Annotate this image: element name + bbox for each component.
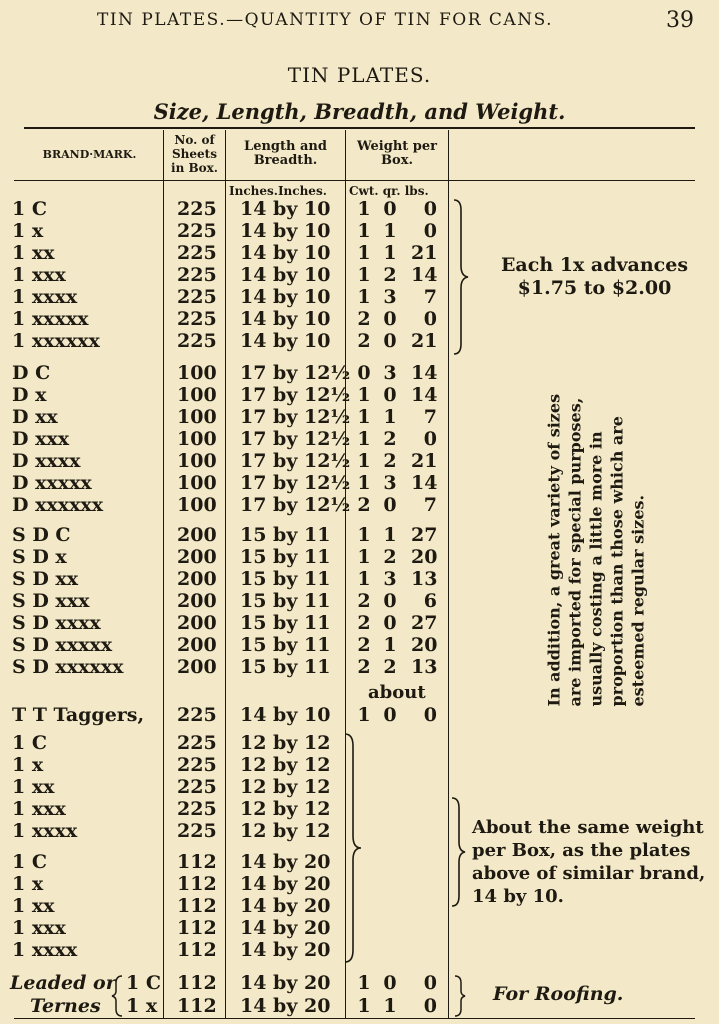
table-row <box>0 917 460 939</box>
row-brand: 1 xx <box>12 242 55 264</box>
table-row <box>0 264 460 286</box>
row-sheets: 200 <box>177 590 217 612</box>
row-cwt: 2 <box>357 494 371 516</box>
roofing-row <box>0 995 460 1017</box>
brace-right-1x <box>452 198 472 356</box>
row-size: 14 by 20 <box>240 917 331 939</box>
row-brand: 1 xxxxx <box>12 308 89 330</box>
row-qr: 1 <box>383 406 397 428</box>
table-row <box>0 406 460 428</box>
table-row <box>0 198 460 220</box>
row-qr: 1 <box>383 242 397 264</box>
row-sheets: 225 <box>177 220 217 242</box>
row-size: 12 by 12 <box>240 798 331 820</box>
sheets-header-line: in Box. <box>171 161 218 175</box>
table-row <box>0 820 460 842</box>
row-sheets: 112 <box>177 851 217 873</box>
row-lbs: 7 <box>423 406 437 428</box>
row-qr: 2 <box>383 428 397 450</box>
row-qr: 3 <box>383 362 397 384</box>
row-brand: S D x <box>12 546 67 568</box>
brace-roofing-left <box>110 974 124 1018</box>
row-sheets: 225 <box>177 754 217 776</box>
table-row <box>0 612 460 634</box>
row-cwt: 2 <box>357 308 371 330</box>
brace-left-same-weight <box>448 796 468 908</box>
row-cwt: 2 <box>357 590 371 612</box>
row-brand: D xxx <box>12 428 70 450</box>
row-lbs: 0 <box>423 220 437 242</box>
table-row <box>0 308 460 330</box>
row-brand: S D xx <box>12 568 79 590</box>
row-sheets: 200 <box>177 546 217 568</box>
row-size: 17 by 12½ <box>240 450 351 472</box>
row-lbs: 14 <box>411 264 438 286</box>
row-lbs: 6 <box>423 590 437 612</box>
table-row <box>0 704 460 726</box>
row-cwt: 1 <box>357 242 371 264</box>
brand-mark-header <box>22 148 157 162</box>
row-brand: D xxxxxx <box>12 494 104 516</box>
row-sheets: 200 <box>177 568 217 590</box>
row-lbs: 0 <box>423 198 437 220</box>
note-roofing: For Roofing. <box>493 983 624 1005</box>
row-sheets: 225 <box>177 798 217 820</box>
row-lbs: 14 <box>411 362 438 384</box>
row-lbs: 20 <box>411 546 438 568</box>
row-cwt: 1 <box>357 286 371 308</box>
row-brand: 1 C <box>12 732 47 754</box>
table-row <box>0 895 460 917</box>
weight-header-line: Weight per <box>356 139 438 154</box>
row-lbs: 20 <box>411 634 438 656</box>
row-cwt: 1 <box>357 450 371 472</box>
row-qr: 2 <box>383 450 397 472</box>
row-size: 15 by 11 <box>240 612 331 634</box>
row-cwt: 2 <box>357 634 371 656</box>
about-label: about <box>368 682 426 703</box>
row-brand: 1 xxx <box>12 917 66 939</box>
row-size: 14 by 10 <box>240 330 331 352</box>
row-cwt: 0 <box>357 362 371 384</box>
row-brand: 1 xxxxxx <box>12 330 100 352</box>
row-sheets: 225 <box>177 264 217 286</box>
row-sheets: 225 <box>177 198 217 220</box>
row-brand: 1 xxxx <box>12 939 78 961</box>
table-row <box>0 330 460 352</box>
row-sheets: 225 <box>177 308 217 330</box>
row-sheets: 225 <box>177 820 217 842</box>
row-brand: D xxxx <box>12 450 81 472</box>
row-size: 15 by 11 <box>240 524 331 546</box>
table-row <box>0 873 460 895</box>
table-row <box>0 384 460 406</box>
row-size: 14 by 10 <box>240 264 331 286</box>
table-row <box>0 776 460 798</box>
table-row <box>0 656 460 678</box>
row-qr: 0 <box>383 494 397 516</box>
row-brand: D x <box>12 384 47 406</box>
row-cwt: 1 <box>357 264 371 286</box>
row-cwt: 1 <box>357 704 371 726</box>
row-size: 15 by 11 <box>240 634 331 656</box>
row-lbs: 14 <box>411 472 438 494</box>
row-qr: 0 <box>383 612 397 634</box>
weight-header-line: Box. <box>381 153 413 168</box>
row-qr: 3 <box>383 568 397 590</box>
row-qr: 0 <box>383 330 397 352</box>
roofing-prefix: Ternes <box>30 995 101 1017</box>
row-brand: 1 xx <box>12 895 55 917</box>
row-size: 17 by 12½ <box>240 428 351 450</box>
row-lbs: 13 <box>411 656 438 678</box>
row-brand: 1 xxxx <box>12 820 78 842</box>
row-cwt: 1 <box>357 406 371 428</box>
row-sheets: 112 <box>177 873 217 895</box>
row-cwt: 1 <box>357 568 371 590</box>
roofing-row <box>0 972 460 994</box>
note-advance-line: Each 1x advances <box>500 254 689 276</box>
row-qr: 2 <box>383 546 397 568</box>
table-row <box>0 494 460 516</box>
row-sheets: 100 <box>177 494 217 516</box>
row-brand: 1 xxxx <box>12 286 78 308</box>
note-same-weight-line: 14 by 10. <box>472 886 564 907</box>
note-same-weight-line: About the same weight <box>472 817 704 838</box>
row-sheets: 112 <box>177 939 217 961</box>
row-brand: S D C <box>12 524 71 546</box>
row-sheets: 100 <box>177 450 217 472</box>
top-rule <box>24 127 695 129</box>
row-size: 17 by 12½ <box>240 362 351 384</box>
row-cwt: 2 <box>357 612 371 634</box>
row-sheets: 225 <box>177 732 217 754</box>
row-brand: S D xxxx <box>12 612 101 634</box>
table-row <box>0 634 460 656</box>
size-header-line: Length and <box>244 139 327 154</box>
sheets-header-line: No. of <box>174 133 215 147</box>
row-sheets: 225 <box>177 242 217 264</box>
row-cwt: 1 <box>357 972 371 994</box>
row-brand: D xx <box>12 406 58 428</box>
row-brand: 1 x <box>12 754 44 776</box>
size-header <box>226 140 345 168</box>
row-qr: 0 <box>383 972 397 994</box>
row-size: 15 by 11 <box>240 590 331 612</box>
row-lbs: 14 <box>411 384 438 406</box>
row-qr: 0 <box>383 704 397 726</box>
row-brand: 1 xx <box>12 776 55 798</box>
row-size: 14 by 10 <box>240 286 331 308</box>
row-cwt: 1 <box>357 198 371 220</box>
row-brand: 1 x <box>12 873 44 895</box>
row-size: 14 by 10 <box>240 308 331 330</box>
row-qr: 3 <box>383 286 397 308</box>
running-head: TIN PLATES.—QUANTITY OF TIN FOR CANS. <box>97 10 554 30</box>
row-sheets: 100 <box>177 472 217 494</box>
row-size: 14 by 10 <box>240 704 331 726</box>
table-row <box>0 546 460 568</box>
row-lbs: 13 <box>411 568 438 590</box>
row-size: 14 by 20 <box>240 939 331 961</box>
brace-roofing-right <box>452 974 468 1018</box>
row-qr: 2 <box>383 656 397 678</box>
table-row <box>0 568 460 590</box>
sheets-header-line: Sheets <box>172 147 217 161</box>
row-cwt: 1 <box>357 428 371 450</box>
table-row <box>0 732 460 754</box>
note-same-weight-line: per Box, as the plates <box>472 840 691 861</box>
brand-mark-header-text: BRAND·MARK. <box>42 148 137 161</box>
row-lbs: 7 <box>423 494 437 516</box>
row-cwt: 2 <box>357 330 371 352</box>
table-row <box>0 286 460 308</box>
row-size: 12 by 12 <box>240 754 331 776</box>
row-sheets: 100 <box>177 428 217 450</box>
row-size: 14 by 20 <box>240 873 331 895</box>
row-sheets: 225 <box>177 330 217 352</box>
row-sheets: 200 <box>177 612 217 634</box>
row-size: 14 by 20 <box>240 972 331 994</box>
table-subtitle: Size, Length, Breadth, and Weight. <box>153 99 566 124</box>
row-sheets: 112 <box>177 895 217 917</box>
brace-right-plates <box>343 732 365 964</box>
row-cwt: 1 <box>357 995 371 1017</box>
row-size: 17 by 12½ <box>240 384 351 406</box>
size-header-line: Breadth. <box>253 153 318 168</box>
row-size: 17 by 12½ <box>240 406 351 428</box>
table-row <box>0 450 460 472</box>
row-sheets: 100 <box>177 384 217 406</box>
page-number: 39 <box>666 8 694 33</box>
row-qr: 0 <box>383 590 397 612</box>
row-lbs: 0 <box>423 995 437 1017</box>
table-row <box>0 754 460 776</box>
row-cwt: 1 <box>357 524 371 546</box>
row-brand: T T Taggers, <box>12 704 145 726</box>
row-lbs: 21 <box>411 330 438 352</box>
weight-header <box>346 140 448 168</box>
row-size: 15 by 11 <box>240 568 331 590</box>
row-lbs: 27 <box>411 524 438 546</box>
row-size: 12 by 12 <box>240 776 331 798</box>
row-lbs: 0 <box>423 704 437 726</box>
roofing-prefix: Leaded or <box>10 972 116 994</box>
header-rule <box>14 180 695 181</box>
table-row <box>0 851 460 873</box>
row-lbs: 0 <box>423 308 437 330</box>
row-sheets: 112 <box>177 917 217 939</box>
row-qr: 2 <box>383 264 397 286</box>
row-qr: 0 <box>383 308 397 330</box>
row-size: 14 by 10 <box>240 220 331 242</box>
table-row <box>0 428 460 450</box>
row-qr: 1 <box>383 634 397 656</box>
note-advance-line: $1.75 to $2.00 <box>517 277 672 299</box>
size-units: Inches.Inches. <box>229 184 327 198</box>
row-brand: D C <box>12 362 51 384</box>
row-sheets: 225 <box>177 704 217 726</box>
row-lbs: 21 <box>411 242 438 264</box>
row-sheets: 100 <box>177 406 217 428</box>
row-qr: 1 <box>383 220 397 242</box>
row-sheets: 200 <box>177 524 217 546</box>
table-row <box>0 242 460 264</box>
row-brand: D xxxxx <box>12 472 92 494</box>
row-brand: S D xxxxxx <box>12 656 124 678</box>
row-cwt: 2 <box>357 656 371 678</box>
row-lbs: 0 <box>423 428 437 450</box>
row-size: 14 by 10 <box>240 198 331 220</box>
table-row <box>0 524 460 546</box>
row-size: 12 by 12 <box>240 732 331 754</box>
row-cwt: 1 <box>357 220 371 242</box>
row-brand: 1 xxx <box>12 264 66 286</box>
bottom-rule <box>14 1018 695 1019</box>
row-size: 14 by 20 <box>240 995 331 1017</box>
row-cwt: 1 <box>357 472 371 494</box>
table-row <box>0 220 460 242</box>
table-row <box>0 939 460 961</box>
weight-units: Cwt. qr. lbs. <box>349 184 429 198</box>
table-row <box>0 798 460 820</box>
row-brand: S D xxxxx <box>12 634 113 656</box>
row-qr: 1 <box>383 995 397 1017</box>
row-qr: 1 <box>383 524 397 546</box>
row-brand: S D xxx <box>12 590 90 612</box>
row-cwt: 1 <box>357 546 371 568</box>
row-size: 14 by 20 <box>240 895 331 917</box>
note-variety: In addition, a great variety of sizes are imported for special purposes, usually costing a little more in proportion than those which are esteemed regular sizes. <box>544 393 648 707</box>
row-sheets: 200 <box>177 634 217 656</box>
row-sheets: 200 <box>177 656 217 678</box>
row-size: 15 by 11 <box>240 546 331 568</box>
table-row <box>0 362 460 384</box>
row-lbs: 21 <box>411 450 438 472</box>
row-qr: 0 <box>383 384 397 406</box>
row-size: 15 by 11 <box>240 656 331 678</box>
roofing-brand: 1 C <box>126 972 161 994</box>
note-advance <box>472 254 717 300</box>
sheets-header <box>164 133 225 175</box>
row-size: 17 by 12½ <box>240 472 351 494</box>
row-size: 17 by 12½ <box>240 494 351 516</box>
row-brand: 1 C <box>12 851 47 873</box>
row-lbs: 7 <box>423 286 437 308</box>
note-same-weight <box>472 816 705 908</box>
table-row <box>0 472 460 494</box>
row-qr: 3 <box>383 472 397 494</box>
row-brand: 1 C <box>12 198 47 220</box>
note-same-weight-line: above of similar brand, <box>472 863 706 884</box>
row-qr: 0 <box>383 198 397 220</box>
row-sheets: 225 <box>177 776 217 798</box>
row-size: 12 by 12 <box>240 820 331 842</box>
row-lbs: 27 <box>411 612 438 634</box>
roofing-brand: 1 x <box>126 995 158 1017</box>
row-sheets: 112 <box>177 972 217 994</box>
row-size: 14 by 20 <box>240 851 331 873</box>
row-size: 14 by 10 <box>240 242 331 264</box>
row-sheets: 225 <box>177 286 217 308</box>
row-lbs: 0 <box>423 972 437 994</box>
row-brand: 1 xxx <box>12 798 66 820</box>
table-row <box>0 590 460 612</box>
row-sheets: 112 <box>177 995 217 1017</box>
row-cwt: 1 <box>357 384 371 406</box>
row-brand: 1 x <box>12 220 44 242</box>
row-sheets: 100 <box>177 362 217 384</box>
table-title: TIN PLATES. <box>287 63 432 87</box>
